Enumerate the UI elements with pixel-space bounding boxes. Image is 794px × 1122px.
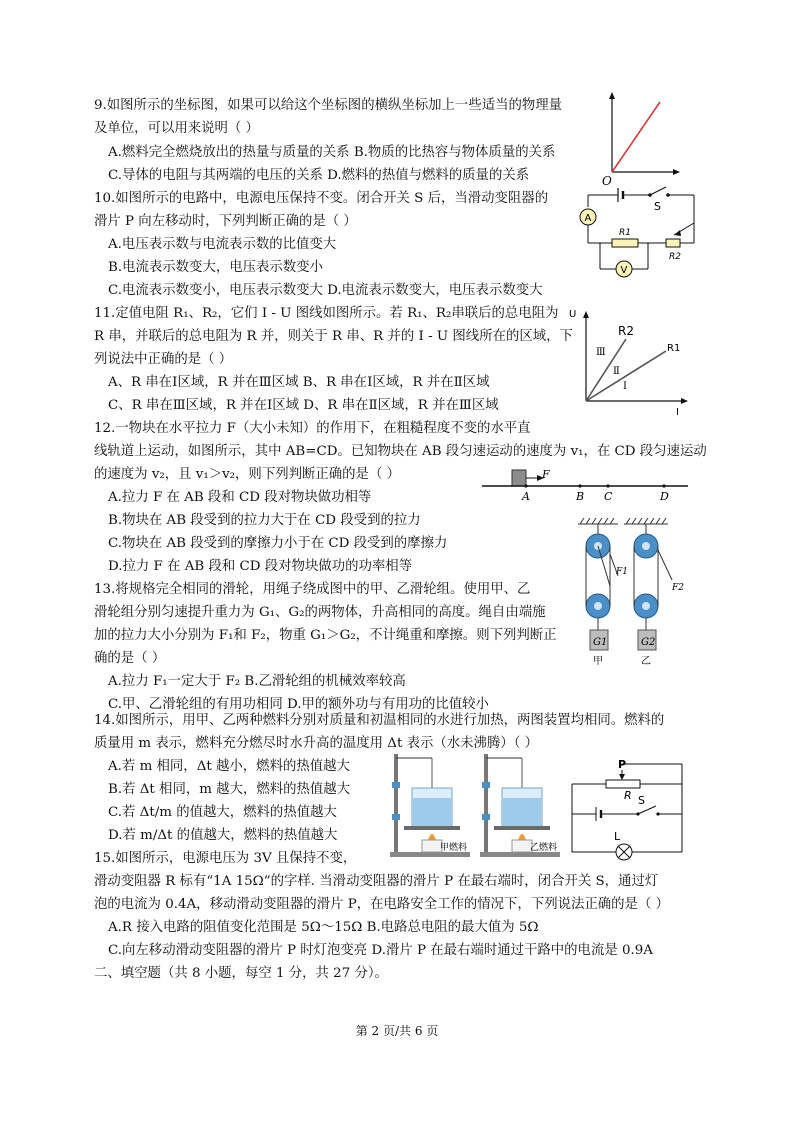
q15-stem-line-2: 滑动变阻器 R 标有“1A 15Ω”的字样. 当滑动变阻器的滑片 P 在最右端时，闭合开关 S，通过灯 bbox=[94, 874, 659, 889]
svg-text:L: L bbox=[614, 830, 621, 843]
q11-options-cd: C、R 串在Ⅲ区域，R 并在Ⅰ区域 D、R 串在Ⅱ区域，R 并在Ⅲ区域 bbox=[108, 398, 499, 413]
svg-text:A: A bbox=[522, 490, 530, 503]
q12-stem-line-1: 12.一物块在水平拉力 F（大小未知）的作用下，在粗糙程度不变的水平直 bbox=[94, 421, 531, 436]
section-2-heading: 二、填空题（共 8 小题，每空 1 分，共 27 分）。 bbox=[94, 966, 388, 981]
svg-text:R1: R1 bbox=[619, 228, 631, 238]
stand-yi bbox=[484, 754, 488, 852]
svg-text:甲: 甲 bbox=[593, 656, 603, 667]
q9-options-cd: C.导体的电阻与其两端的电压的关系 D.燃料的热值与燃料的质量的关系 bbox=[108, 168, 530, 183]
page-footer: 第 2 页/共 6 页 bbox=[355, 1024, 439, 1038]
svg-text:S: S bbox=[654, 200, 661, 213]
q15-options-ab: A.R 接入电路的阻值变化范围是 5Ω～15Ω B.电路总电阻的最大值为 5Ω bbox=[108, 920, 539, 935]
q10-stem-line-1: 10.如图所示的电路中，电源电压保持不变。闭合开关 S 后，当滑动变阻器的 bbox=[94, 191, 549, 206]
q12-stem-line-2: 线轨道上运动，如图所示，其中 AB=CD。已知物块在 AB 段匀速运动的速度为 v₁，在 CD 段匀速运动 bbox=[94, 444, 707, 459]
q13-options-cd: C.甲、乙滑轮组的有用功相同 D.甲的额外功与有用功的比值较小 bbox=[108, 697, 489, 712]
q9-stem-line-1: 9.如图所示的坐标图，如果可以给这个坐标图的横纵坐标加上一些适当的物理量 bbox=[94, 98, 563, 113]
block bbox=[512, 470, 526, 486]
q14-heating-apparatus bbox=[384, 748, 564, 860]
svg-text:V: V bbox=[620, 265, 628, 276]
svg-text:D: D bbox=[660, 490, 669, 503]
q11-stem-line-1: 11.定值电阻 R₁、R₂，它们 I - U 图线如图所示。若 R₁、R₂串联后的总电阻为 bbox=[94, 306, 559, 321]
q10-stem-line-2: 滑片 P 向左移动时，下列判断正确的是（ ） bbox=[94, 214, 357, 229]
q12-track-diagram bbox=[482, 466, 692, 508]
svg-text:G2: G2 bbox=[641, 637, 656, 648]
stand-jia bbox=[394, 754, 398, 852]
proportional-line bbox=[612, 102, 660, 172]
q13-stem-line-3: 加的拉力大小分别为 F₁和 F₂，物重 G₁＞G₂，不计绳重和摩擦。则下列判断正 bbox=[94, 628, 557, 643]
svg-text:R2: R2 bbox=[669, 252, 681, 262]
q13-stem-line-4: 确的是（ ） bbox=[94, 651, 166, 666]
svg-text:Ⅰ: Ⅰ bbox=[623, 381, 627, 392]
q11-iu-graph bbox=[566, 303, 696, 418]
r1-line bbox=[586, 351, 666, 401]
svg-text:R2: R2 bbox=[618, 324, 634, 338]
q10-option-b: B.电流表示数变大，电压表示数变小 bbox=[108, 260, 323, 275]
q12-stem-line-3: 的速度为 v₂，且 v₁＞v₂，则下列判断正确的是（ ） bbox=[94, 467, 400, 482]
q9-proportional-graph bbox=[598, 92, 678, 187]
svg-text:F1: F1 bbox=[616, 567, 628, 577]
svg-text:F: F bbox=[542, 468, 550, 481]
q11-stem-line-3: 列说法中正确的是（ ） bbox=[94, 352, 233, 367]
q14-option-c: C.若 Δt/m 的值越大，燃料的热值越大 bbox=[108, 805, 337, 820]
r2-line bbox=[586, 339, 626, 401]
svg-text:R1: R1 bbox=[667, 343, 681, 354]
svg-text:乙燃料: 乙燃料 bbox=[530, 843, 558, 853]
svg-text:F2: F2 bbox=[672, 583, 684, 593]
q15-stem-line-3: 泡的电流为 0.4A，移动滑动变阻器的滑片 P，在电路安全工作的情况下，下列说法正确的是（ ） bbox=[94, 897, 669, 912]
q13-options-ab: A.拉力 F₁一定大于 F₂ B.乙滑轮组的机械效率较高 bbox=[108, 674, 406, 689]
svg-text:U: U bbox=[569, 309, 577, 320]
svg-text:I: I bbox=[676, 407, 679, 418]
q13-pulley-diagram bbox=[572, 514, 692, 672]
q10-option-a: A.电压表示数与电流表示数的比值变大 bbox=[108, 237, 337, 252]
q14-option-a: A.若 m 相同，Δt 越小，燃料的热值越大 bbox=[108, 759, 350, 774]
svg-text:甲燃料: 甲燃料 bbox=[440, 843, 468, 853]
origin-label: O bbox=[602, 174, 612, 188]
q13-stem-line-1: 13.将规格完全相同的滑轮，用绳子绕成图中的甲、乙滑轮组。使用甲、乙 bbox=[94, 582, 531, 597]
rheostat-r bbox=[606, 780, 640, 788]
q15-options-cd: C.向左移动滑动变阻器的滑片 P 时灯泡变亮 D.滑片 P 在最右端时通过干路中的电流是 0.9A bbox=[108, 943, 653, 958]
q15-switch bbox=[638, 806, 656, 814]
svg-text:乙: 乙 bbox=[641, 656, 651, 667]
rheostat-r2 bbox=[666, 239, 680, 247]
svg-text:R: R bbox=[624, 789, 632, 802]
q9-options-ab: A.燃料完全燃烧放出的热量与质量的关系 B.物质的比热容与物体质量的关系 bbox=[108, 145, 556, 160]
q14-stem-line-2: 质量用 m 表示，燃料充分燃尽时水升高的温度用 Δt 表示（水未沸腾）（ ） bbox=[94, 736, 539, 751]
q12-option-b: B.物块在 AB 段受到的拉力大于在 CD 段受到的拉力 bbox=[108, 513, 421, 528]
q12-option-a: A.拉力 F 在 AB 段和 CD 段对物块做功相等 bbox=[108, 490, 372, 505]
resistor-r1 bbox=[612, 239, 638, 247]
q15-stem-line-1: 15.如图所示，电源电压为 3V 且保持不变， bbox=[94, 851, 357, 866]
q12-option-d: D.拉力 F 在 AB 段和 CD 段对物块做功的功率相等 bbox=[108, 559, 413, 574]
svg-text:P: P bbox=[618, 758, 627, 771]
q11-options-ab: A、R 串在Ⅰ区域，R 并在Ⅲ区域 B、R 串在Ⅰ区域，R 并在Ⅱ区域 bbox=[108, 375, 490, 390]
svg-text:A: A bbox=[584, 213, 592, 224]
q9-stem-line-2: 及单位，可以用来说明（ ） bbox=[94, 121, 259, 136]
svg-text:C: C bbox=[604, 490, 613, 503]
q11-stem-line-2: R 串，并联后的总电阻为 R 并，则关于 R 串、R 并的 I - U 图线所在的区域，下 bbox=[94, 329, 573, 344]
svg-text:Ⅱ: Ⅱ bbox=[613, 366, 620, 377]
svg-text:G1: G1 bbox=[593, 637, 608, 648]
q12-option-c: C.物块在 AB 段受到的摩擦力小于在 CD 段受到的摩擦力 bbox=[108, 536, 448, 551]
q14-option-d: D.若 m/Δt 的值越大，燃料的热值越大 bbox=[108, 828, 338, 843]
flame-yi bbox=[518, 834, 526, 840]
q10-circuit-diagram bbox=[578, 183, 708, 288]
q14-option-b: B.若 Δt 相同，m 越大，燃料的热值越大 bbox=[108, 782, 351, 797]
q15-circuit-diagram bbox=[566, 756, 690, 862]
q14-stem-line-1: 14.如图所示，用甲、乙两种燃料分别对质量和初温相同的水进行加热，两图装置均相同。燃料的 bbox=[94, 713, 665, 728]
flame-jia bbox=[428, 834, 436, 840]
svg-text:B: B bbox=[576, 490, 585, 503]
q13-stem-line-2: 滑轮组分别匀速提升重力为 G₁、G₂的两物体，升高相同的高度。绳自由端施 bbox=[94, 605, 546, 620]
q10-options-cd: C.电流表示数变小，电压表示数变大 D.电流表示数变大，电压表示数变大 bbox=[108, 283, 543, 298]
switch-symbol bbox=[650, 187, 666, 195]
svg-text:Ⅲ: Ⅲ bbox=[596, 347, 606, 358]
svg-text:S: S bbox=[638, 794, 645, 807]
